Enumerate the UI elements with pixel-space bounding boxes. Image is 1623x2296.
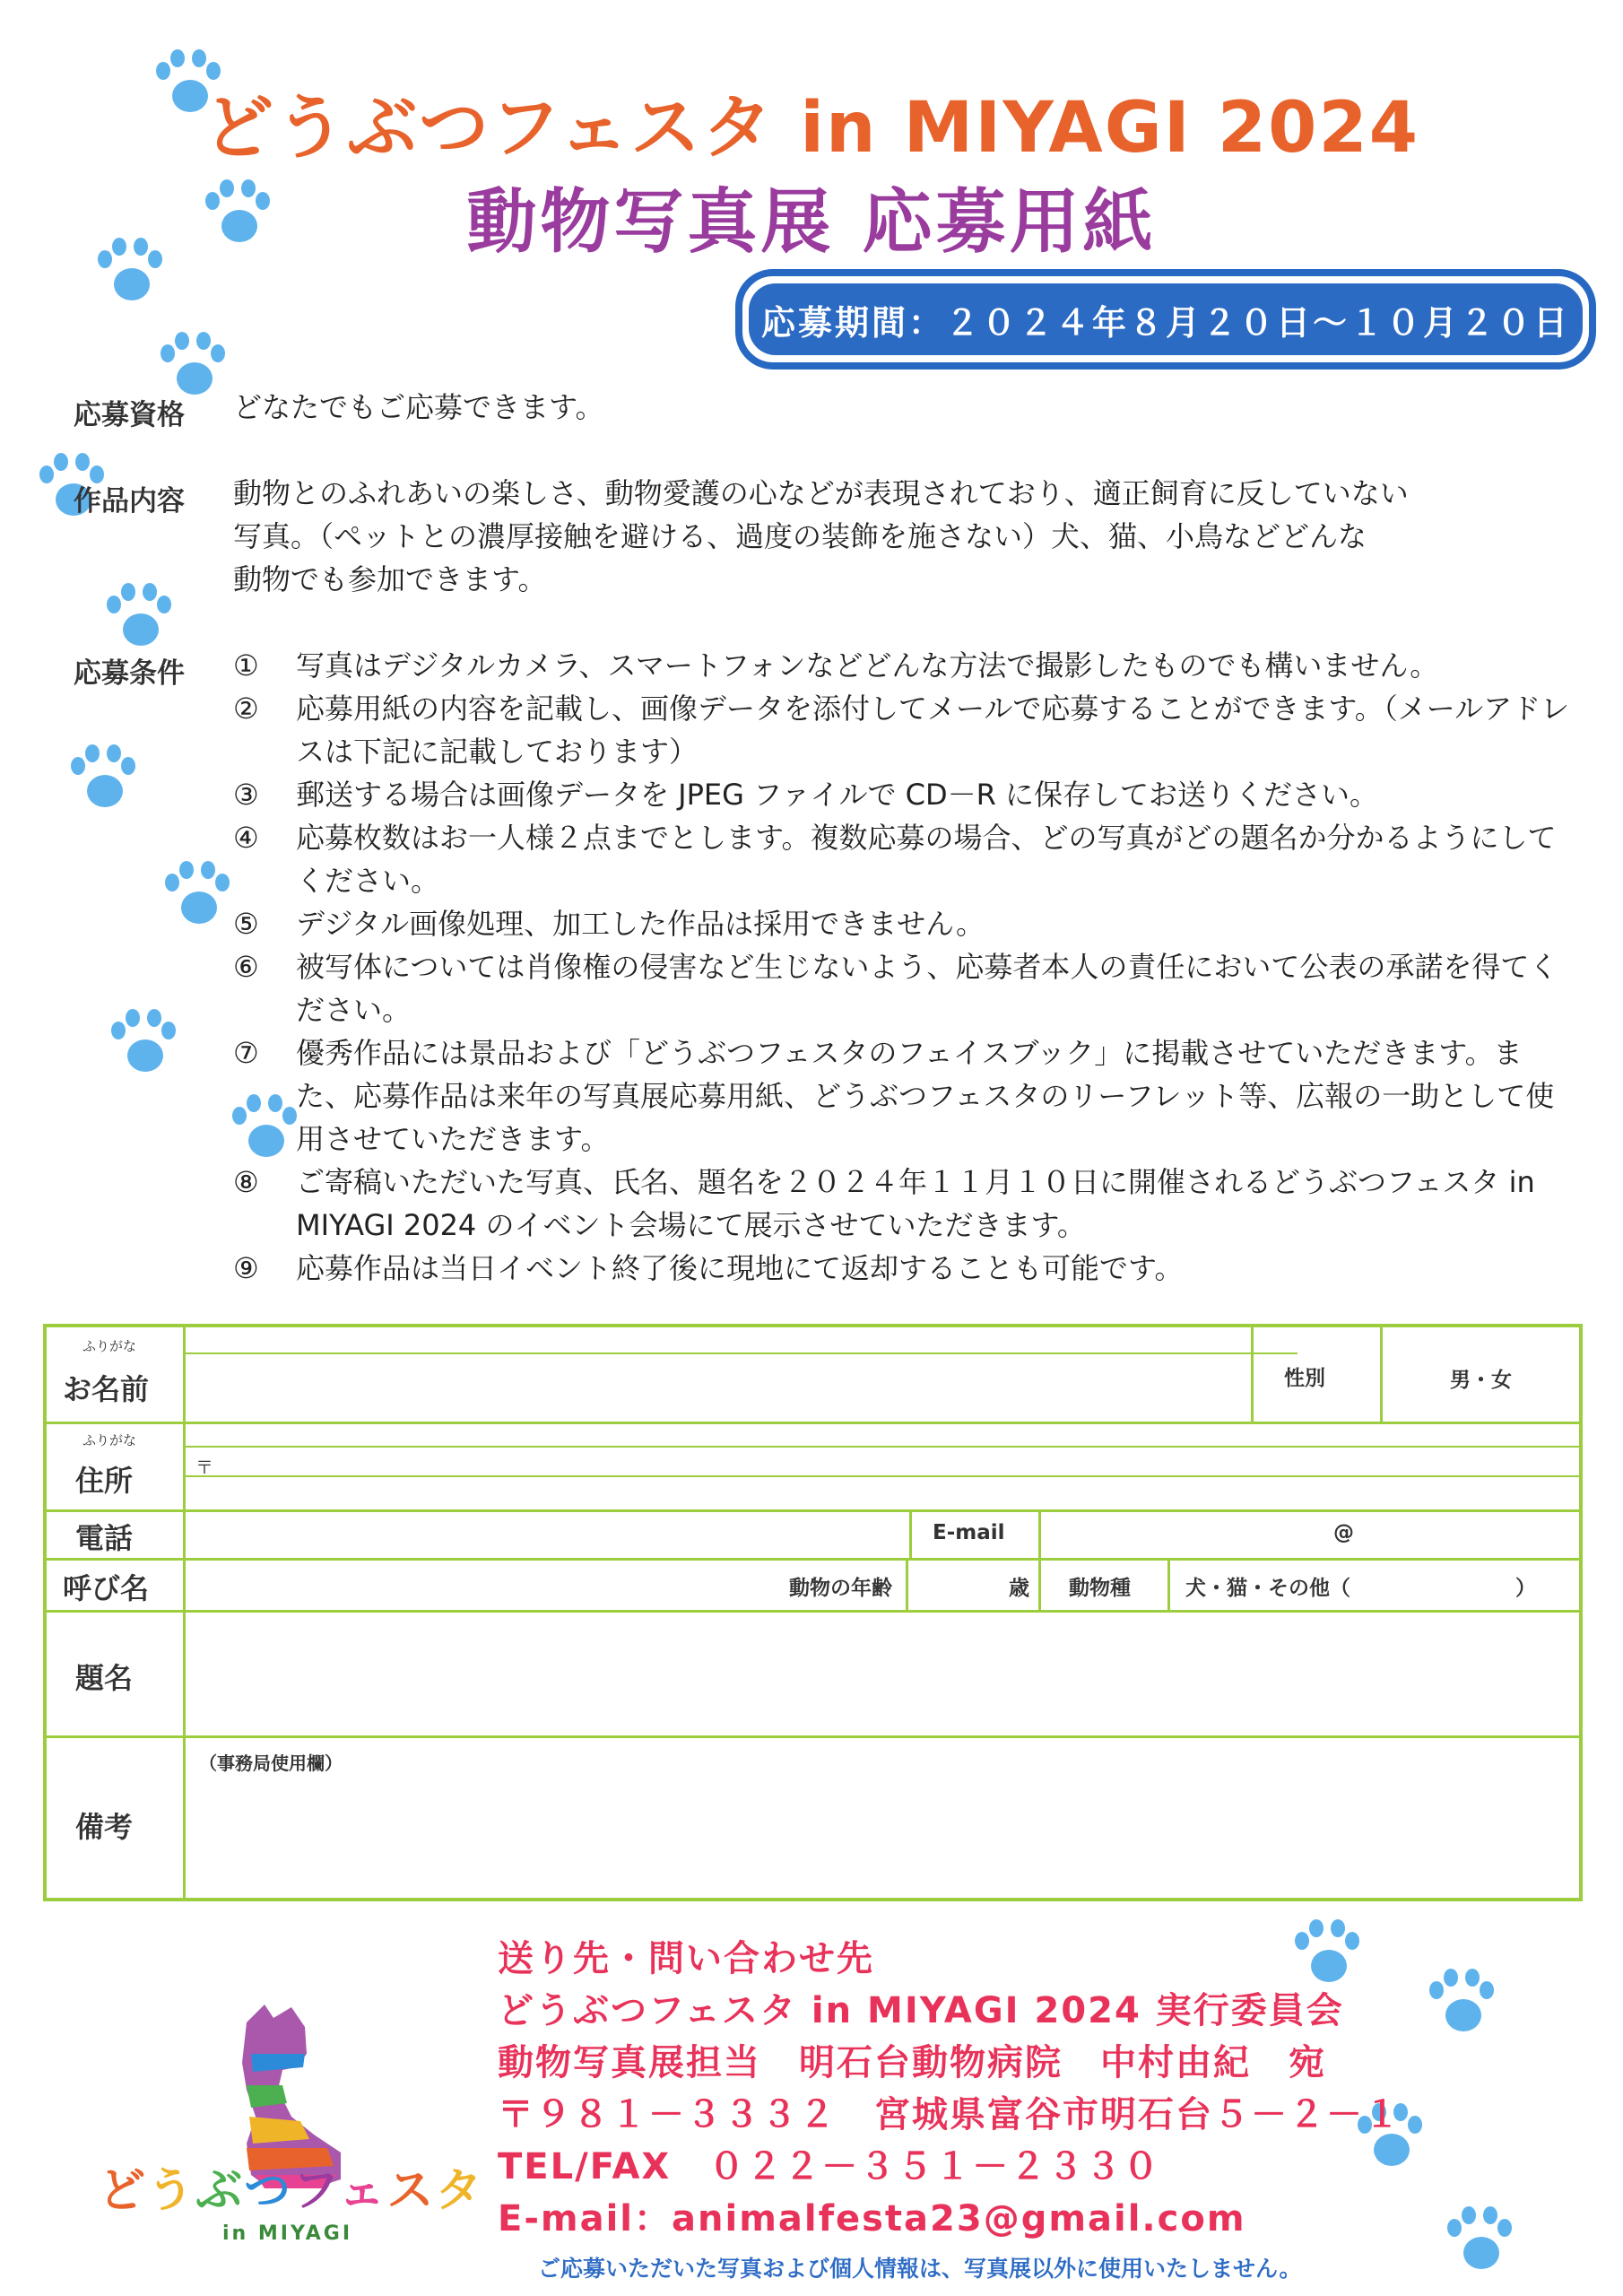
condition-item (233, 1247, 1578, 1290)
contact-block (498, 1933, 1402, 2245)
condition-number: ⑧ (233, 1165, 259, 1199)
condition-item (233, 816, 1578, 902)
title-label: 題名 (75, 1661, 134, 1695)
condition-text: 優秀作品には景品および「どうぶつフェスタのフェイスブック」に掲載させていただきます。また、応募作品は来年の写真展応募用紙、どうぶつフェスタのリーフレット等、広報の一助として使用させていただきます。 (296, 1036, 1555, 1156)
condition-number: ③ (233, 778, 259, 812)
condition-text: 写真はデジタルカメラ、スマートフォンなどどんな方法で撮影したものでも構いません。 (296, 648, 1439, 683)
condition-item (233, 1161, 1578, 1247)
age-unit: 歳 (1009, 1577, 1029, 1600)
conditions-list (233, 644, 1578, 1290)
pet-name-label: 呼び名 (63, 1571, 150, 1605)
furigana-label-address: ふりがな (82, 1432, 137, 1448)
page-title: どうぶつフェスタ in MIYAGI 2024 (204, 88, 1419, 169)
eligibility-text: どなたでもご応募できます。 (233, 390, 604, 424)
logo-letter: ぶ (195, 2164, 245, 2218)
phone-field[interactable] (187, 1512, 905, 1557)
furigana-label: ふりがな (82, 1338, 137, 1354)
condition-item (233, 773, 1578, 816)
logo-letter: フ (292, 2164, 339, 2218)
logo-letter: ど (99, 2164, 148, 2218)
condition-number: ⑥ (233, 950, 259, 984)
contact-line: 〒９８１－３３３２ 宮城県富谷市明石台５－２－１ (498, 2094, 1402, 2135)
content-label: 作品内容 (74, 485, 185, 517)
species-value[interactable]: 犬・猫・その他（ ） (1185, 1577, 1536, 1600)
paw-print-icon (161, 861, 233, 933)
name-label: お名前 (63, 1372, 150, 1406)
paw-print-icon (1426, 1969, 1497, 2040)
condition-item (233, 1031, 1578, 1161)
paw-print-icon (1444, 2206, 1515, 2278)
conditions-label: 応募条件 (74, 657, 185, 690)
contact-line: TEL/FAX ０２２－３５１－２３３０ (498, 2146, 1161, 2187)
privacy-note: ご応募いただいた写真および個人情報は、写真展以外に使用いたしません。 (538, 2256, 1302, 2282)
condition-number: ⑦ (233, 1036, 259, 1070)
condition-number: ⑤ (233, 907, 259, 941)
condition-item (233, 945, 1578, 1031)
condition-number: ① (233, 648, 259, 683)
address-label: 住所 (75, 1464, 134, 1498)
festival-logo (99, 2000, 448, 2260)
content-line: 写真。（ペットとの濃厚接触を避ける、過度の装飾を施さない）犬、猫、小鳥などどんな (233, 519, 1367, 553)
contact-line: どうぶつフェスタ in MIYAGI 2024 実行委員会 (498, 1990, 1344, 2031)
period-box (735, 269, 1596, 370)
contact-line: 動物写真展担当 明石台動物病院 中村由紀 宛 (498, 2042, 1326, 2083)
logo-text (99, 2152, 484, 2220)
content-text (233, 472, 1578, 601)
content-line: 動物でも参加できます。 (233, 562, 547, 596)
species-label: 動物種 (1069, 1577, 1131, 1600)
application-form (43, 1324, 1583, 1901)
email-at: @ (1333, 1521, 1354, 1544)
condition-item (233, 687, 1578, 773)
condition-item (233, 902, 1578, 945)
name-field[interactable] (187, 1356, 1249, 1419)
logo-letter: ェ (338, 2164, 387, 2218)
condition-text: 応募枚数はお一人様２点までとします。複数応募の場合、どの写真がどの題名か分かるようにしてください。 (296, 821, 1557, 898)
condition-text: ご寄稿いただいた写真、氏名、題名を２０２４年１１月１０日に開催されるどうぶつフェスタ in MIYAGI 2024 のイベント会場にて展示させていただきます。 (296, 1165, 1535, 1242)
condition-number: ④ (233, 821, 259, 855)
address-field[interactable] (187, 1478, 1577, 1509)
condition-text: 応募用紙の内容を記載し、画像データを添付してメールで応募することができます。（メールアドレスは下記に記載しております） (296, 691, 1570, 769)
condition-text: 応募作品は当日イベント終了後に現地にて返却することも可能です。 (296, 1251, 1184, 1285)
logo-subtext: in MIYAGI (222, 2222, 353, 2245)
content-line: 動物とのふれあいの楽しさ、動物愛護の心などが表現されており、適正飼育に反していない (233, 476, 1409, 510)
condition-text: デジタル画像処理、加工した作品は採用できません。 (296, 907, 985, 941)
period-text: 応募期間：２０２４年８月２０日～１０月２０日 (749, 283, 1583, 355)
office-use-label: （事務局使用欄） (199, 1752, 343, 1774)
logo-letter: う (147, 2164, 196, 2218)
remarks-label: 備考 (75, 1810, 134, 1844)
condition-text: 郵送する場合は画像データを JPEG ファイルで CD－R に保存してお送りください。 (296, 778, 1379, 812)
page-subtitle: 動物写真展 応募用紙 (466, 182, 1157, 263)
pet-age-label: 動物の年齢 (789, 1577, 892, 1600)
gender-label: 性別 (1284, 1367, 1325, 1390)
gender-value[interactable]: 男・女 (1450, 1369, 1512, 1392)
condition-number: ⑨ (233, 1251, 259, 1285)
logo-letter: つ (244, 2164, 293, 2218)
condition-number: ② (233, 691, 259, 726)
title-field[interactable] (187, 1614, 1577, 1733)
logo-letter: ス (386, 2164, 436, 2218)
eligibility-label: 応募資格 (74, 399, 185, 431)
postal-mark: 〒 (195, 1457, 213, 1478)
logo-letter: タ (435, 2164, 484, 2218)
phone-label: 電話 (75, 1521, 134, 1555)
contact-line: 送り先・問い合わせ先 (498, 1938, 874, 1979)
email-label: E-mail (933, 1521, 1005, 1544)
pet-name-field[interactable] (187, 1561, 770, 1609)
paw-print-icon (67, 744, 139, 816)
email-field[interactable] (1044, 1512, 1577, 1557)
condition-text: 被写体については肖像権の侵害など生じないよう、応募者本人の責任において公表の承諾を得てください。 (296, 950, 1558, 1027)
contact-email[interactable]: E-mail：animalfesta23@gmail.com (498, 2198, 1246, 2239)
condition-item (233, 644, 1578, 687)
paw-print-icon (103, 583, 175, 655)
paw-print-icon (108, 1009, 179, 1081)
